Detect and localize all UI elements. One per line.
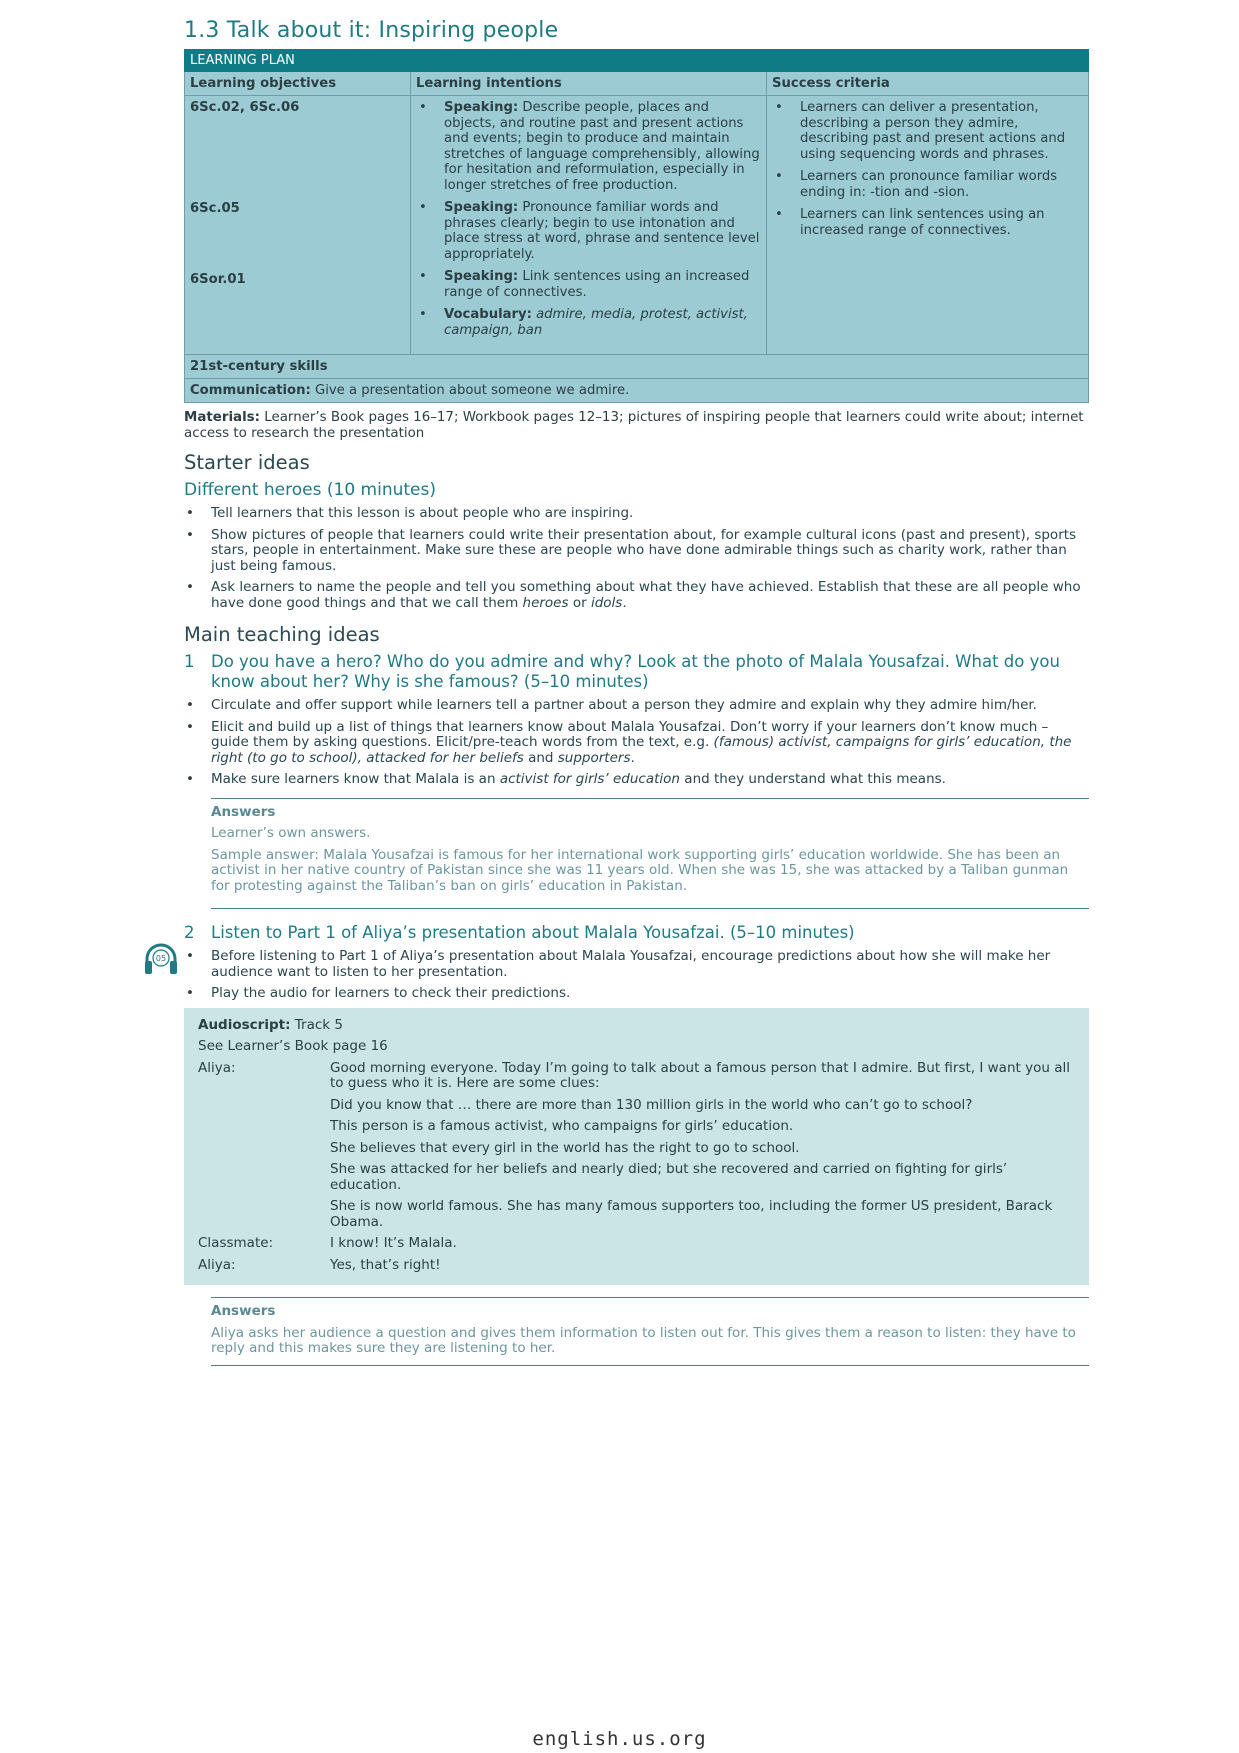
script-row bbox=[198, 1061, 1075, 1231]
answers-heading: Answers bbox=[211, 803, 276, 820]
script-row bbox=[198, 1236, 1075, 1252]
script-line: She believes that every girl in the world has the right to go to school. bbox=[330, 1139, 800, 1156]
col-intentions: Learning intentions bbox=[411, 72, 767, 96]
script-line: She is now world famous. She has many famous supporters too, including the former US president, Barack Obama. bbox=[330, 1198, 1053, 1230]
script-line: I know! It’s Malala. bbox=[330, 1235, 457, 1251]
question-2: 2 Listen to Part 1 of Aliya’s presentation about Malala Yousafzai. (5–10 minutes) bbox=[184, 923, 855, 942]
answer-text: Learner’s own answers. bbox=[211, 825, 371, 841]
list-item: • Tell learners that this lesson is about people who are inspiring. bbox=[184, 506, 1089, 522]
footer-url: english.us.org bbox=[532, 1728, 707, 1750]
skills-heading: 21st-century skills bbox=[185, 355, 1089, 379]
intention-4: • Vocabulary: admire, media, protest, activist, campaign, ban bbox=[416, 307, 761, 338]
intention-3: • Speaking: Link sentences using an increased range of connectives. bbox=[416, 269, 761, 300]
q1-list bbox=[184, 698, 1089, 788]
headphones-icon bbox=[143, 942, 179, 978]
answers-box-1 bbox=[211, 798, 1089, 910]
starter-list bbox=[184, 506, 1089, 611]
learning-plan-table bbox=[184, 49, 1089, 403]
list-item: • Before listening to Part 1 of Aliya’s presentation about Malala Yousafzai, encourage predictions about how she will make her audience want to listen to her presentation. bbox=[184, 949, 1089, 980]
objective-2: 6Sc.05 bbox=[190, 201, 240, 216]
plan-banner: LEARNING PLAN bbox=[185, 50, 1089, 72]
intention-1: • Speaking: Describe people, places and objects, and routine past and present actions and events; begin to produce and maintain stretches of language comprehensibly, allowing for hesitation and reformulation, especially in longer stretches of free production. bbox=[416, 100, 761, 193]
answers-box-2 bbox=[211, 1297, 1089, 1366]
answer-text: Aliya asks her audience a question and gives them information to listen out for. This gives them a reason to listen: they have to reply and this makes sure they are listening to her. bbox=[211, 1324, 1076, 1356]
intentions-cell bbox=[411, 96, 767, 355]
speaker: Aliya: bbox=[198, 1059, 236, 1076]
list-item: • Play the audio for learners to check their predictions. bbox=[184, 986, 1089, 1002]
list-item: • Make sure learners know that Malala is an activist for girls’ education and they understand what this means. bbox=[184, 772, 1089, 788]
objective-1: 6Sc.02, 6Sc.06 bbox=[190, 100, 300, 115]
starter-subheading: Different heroes (10 minutes) bbox=[184, 480, 436, 500]
list-item: • Circulate and offer support while learners tell a partner about a person they admire and explain why they admire him/her. bbox=[184, 698, 1089, 714]
objectives-cell bbox=[185, 96, 411, 355]
track-badge: 05 bbox=[155, 954, 167, 963]
list-item: • Ask learners to name the people and tell you something about what they have achieved. Establish that these are all people who have done good things and that we call them heroes or idols. bbox=[184, 580, 1089, 611]
script-line: This person is a famous activist, who campaigns for girls’ education. bbox=[330, 1118, 794, 1134]
success-2: • Learners can pronounce familiar words ending in: -tion and -sion. bbox=[772, 169, 1083, 200]
col-objectives: Learning objectives bbox=[185, 72, 411, 96]
script-row bbox=[198, 1258, 1075, 1274]
script-line: Yes, that’s right! bbox=[330, 1256, 441, 1273]
script-line: Did you know that … there are more than 130 million girls in the world who can’t go to school? bbox=[330, 1096, 973, 1113]
audioscript-title: Audioscript: Track 5 bbox=[198, 1016, 343, 1033]
materials: Materials: Learner’s Book pages 16–17; Workbook pages 12–13; pictures of inspiring people that learners could write about; internet access to research the presentation bbox=[184, 410, 1084, 441]
list-item: • Elicit and build up a list of things that learners know about Malala Yousafzai. Don’t worry if your learners don’t know much – guide them by asking questions. Elicit/pre-teach words from the text, e.g. (famous) activist, campaigns for girls’ education, the right (to go to school), attacked for her beliefs and supporters. bbox=[184, 720, 1089, 767]
script-line: She was attacked for her beliefs and nearly died; but she recovered and carried on fighting for girls’ education. bbox=[330, 1161, 1008, 1193]
objective-3: 6Sor.01 bbox=[190, 272, 246, 287]
page-title: 1.3 Talk about it: Inspiring people bbox=[184, 18, 559, 43]
intention-2: • Speaking: Pronounce familiar words and phrases clearly; begin to use intonation and place stress at word, phrase and sentence level appropriately. bbox=[416, 200, 761, 262]
speaker: Aliya: bbox=[198, 1256, 236, 1273]
question-1: 1 Do you have a hero? Who do you admire and why? Look at the photo of Malala Yousafzai. What do you know about her? Why is she famous? (5–10 minutes) bbox=[184, 652, 1060, 691]
speaker: Classmate: bbox=[198, 1235, 274, 1251]
page-content bbox=[184, 18, 1089, 1376]
skills-row: Communication: Give a presentation about someone we admire. bbox=[185, 379, 1089, 403]
q2-list bbox=[184, 949, 1089, 1002]
answers-heading: Answers bbox=[211, 1303, 276, 1319]
starter-heading: Starter ideas bbox=[184, 451, 310, 474]
audioscript-box bbox=[184, 1008, 1089, 1286]
success-cell bbox=[767, 96, 1089, 355]
answer-text: Sample answer: Malala Yousafzai is famous for her international work supporting girls’ education worldwide. She has been an activist in her native country of Pakistan since she was 11 years old. When she was 15, she was attacked by a Taliban gunman for protesting against the Taliban’s ban on girls’ education in Pakistan. bbox=[211, 846, 1069, 894]
col-success: Success criteria bbox=[767, 72, 1089, 96]
success-1: • Learners can deliver a presentation, describing a person they admire, describing past and present actions and using sequencing words and phrases. bbox=[772, 100, 1083, 162]
audioscript-ref: See Learner’s Book page 16 bbox=[198, 1038, 388, 1054]
main-heading: Main teaching ideas bbox=[184, 623, 380, 646]
script-line: Good morning everyone. Today I’m going to talk about a famous person that I admire. But first, I want you all to guess who it is. Here are some clues: bbox=[330, 1059, 1070, 1091]
list-item: • Show pictures of people that learners could write their presentation about, for example cultural icons (past and present), sports stars, people in entertainment. Make sure these are people who have done admirable things such as charity work, rather than just being famous. bbox=[184, 528, 1089, 575]
success-3: • Learners can link sentences using an increased range of connectives. bbox=[772, 207, 1083, 238]
